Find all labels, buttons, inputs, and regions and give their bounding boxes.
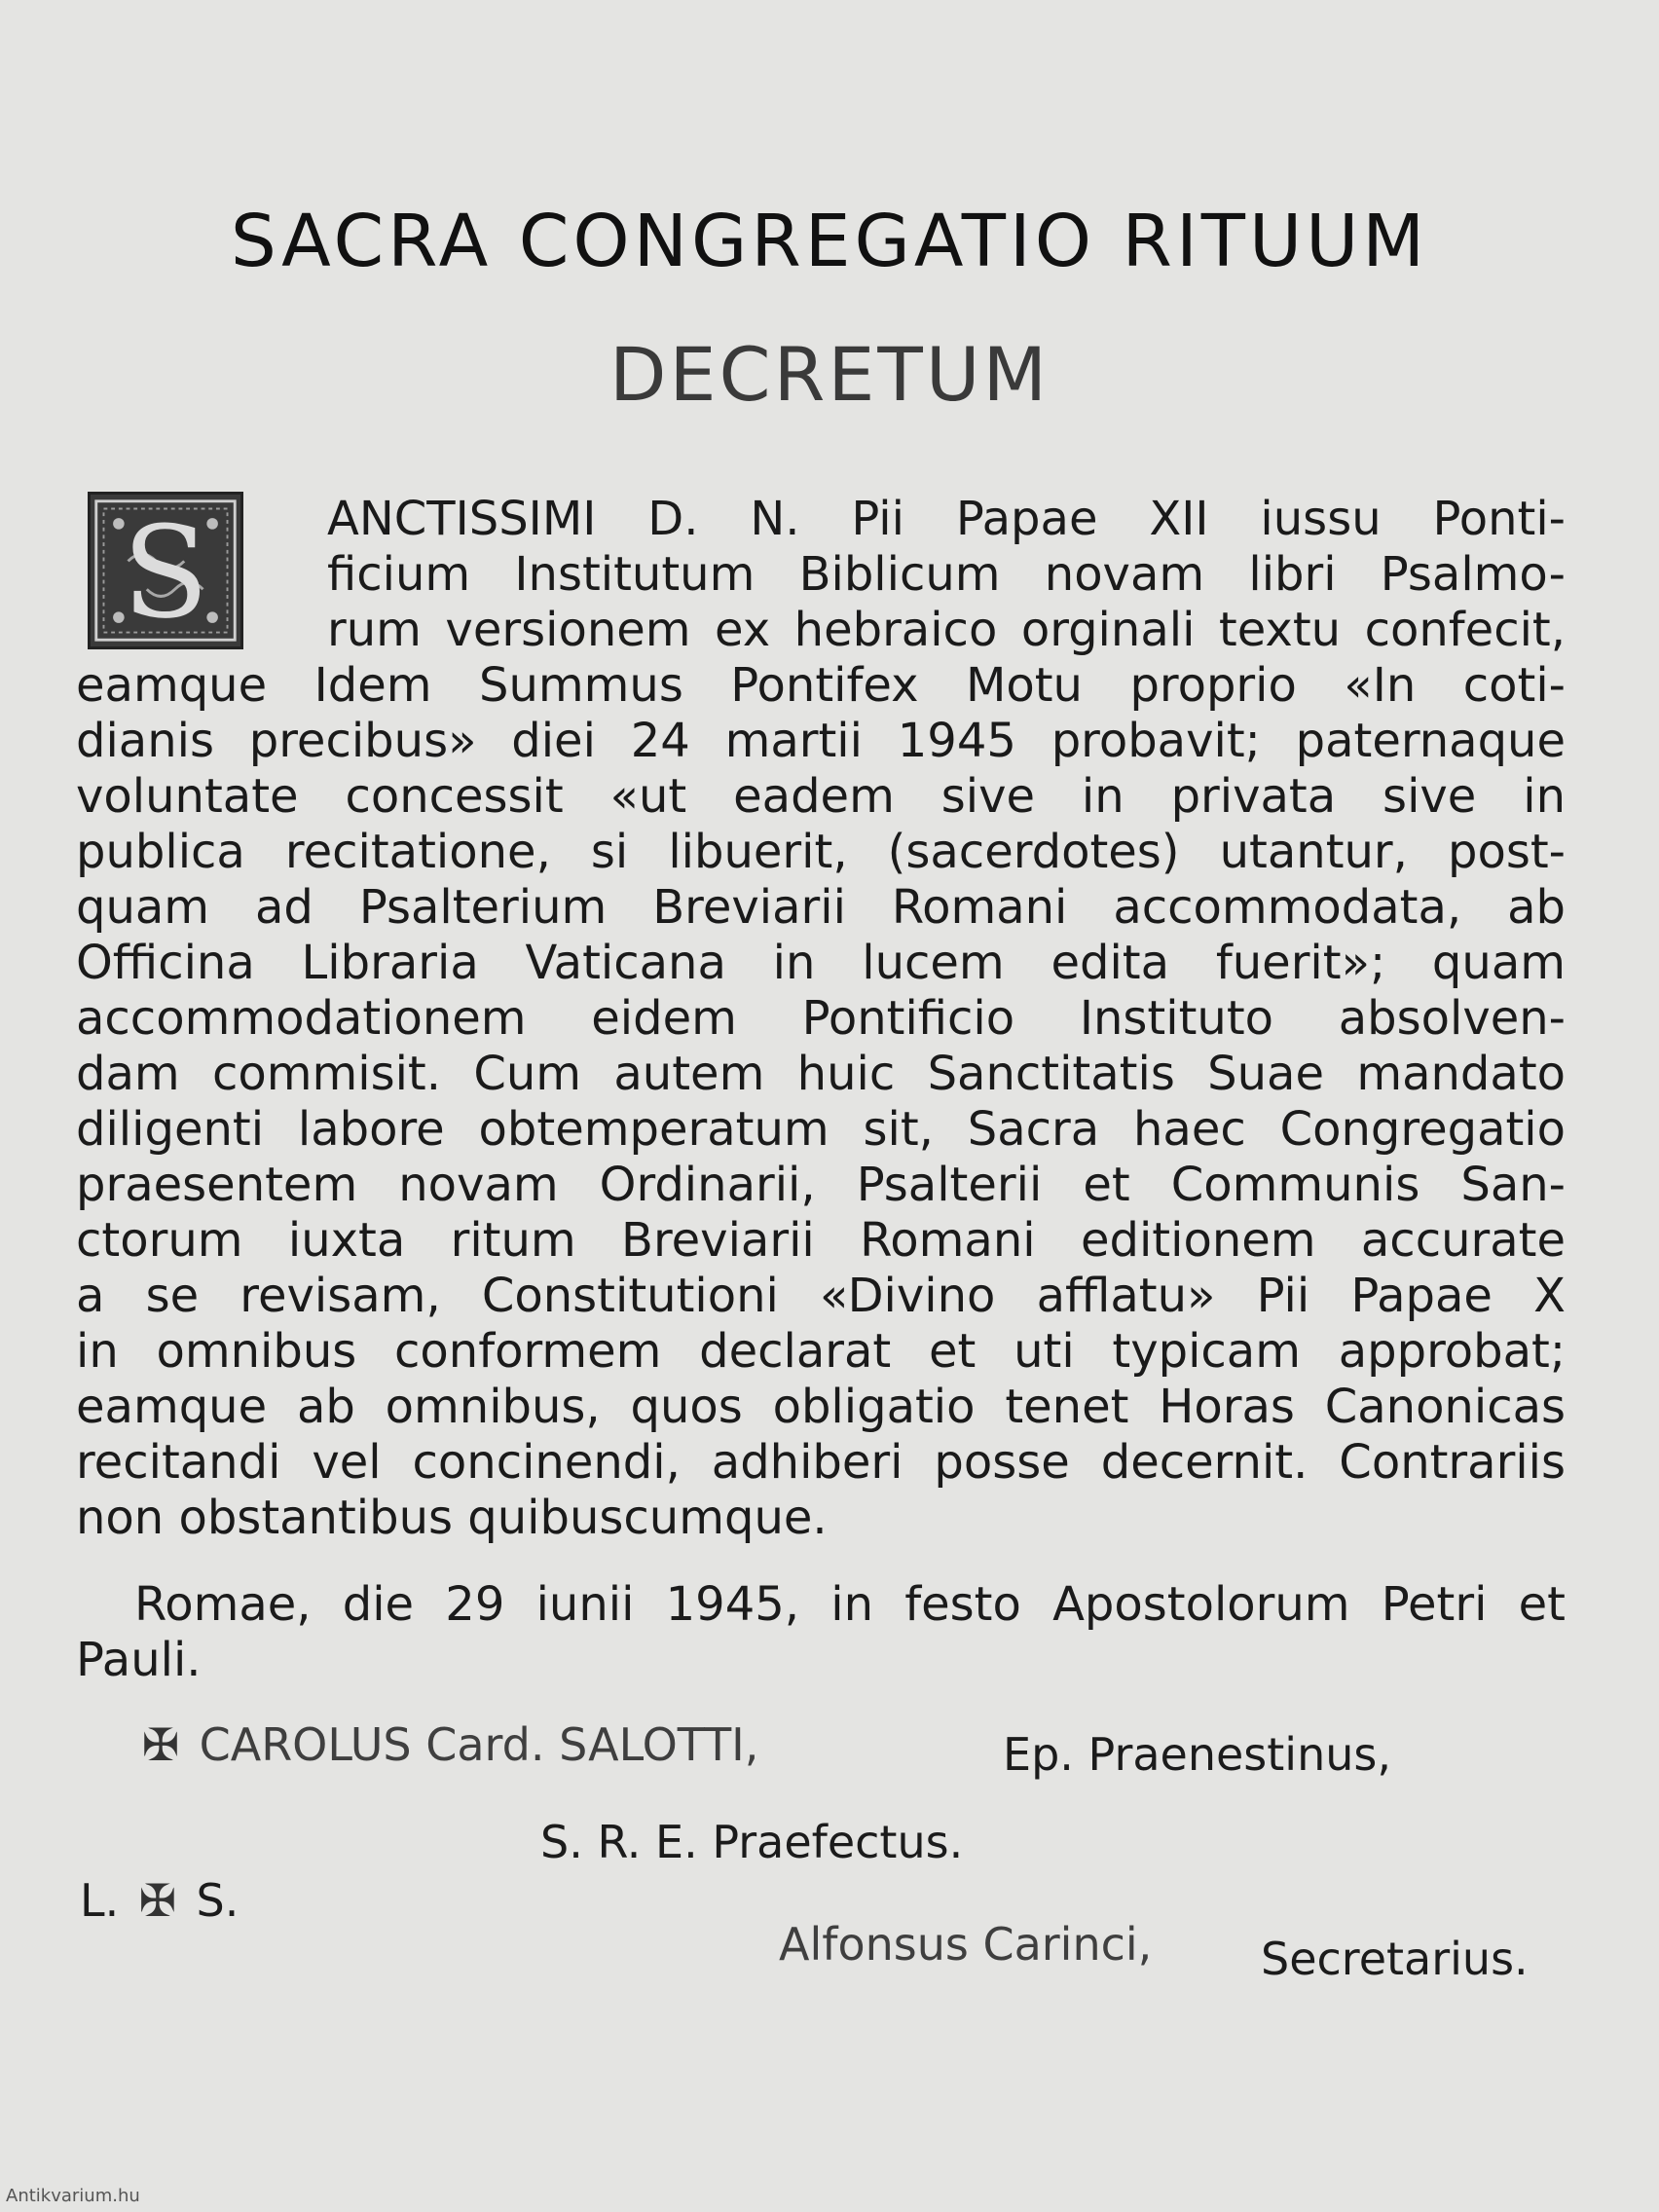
secretary-title: Secretarius. <box>1261 1933 1529 1985</box>
body-line: eamque Idem Summus Pontifex Motu proprio «In coti- <box>76 658 1566 713</box>
body-line: eamque ab omnibus, quos obligatio tenet Horas Canonicas <box>76 1380 1566 1434</box>
dateline-line: Romae, die 29 iunii 1945, in festo Apostolorum Petri et <box>134 1577 1566 1632</box>
seal-mark <box>80 1874 239 1927</box>
body-line: ficium Institutum Biblicum novam libri Psalmo- <box>327 547 1566 602</box>
body-line: diligenti labore obtemperatum sit, Sacra haec Congregatio <box>76 1102 1566 1157</box>
body-line: dam commisit. Cum autem huic Sanctitatis Suae mandato <box>76 1047 1566 1101</box>
body-line: ctorum iuxta ritum Breviarii Romani editionem accurate <box>76 1213 1566 1268</box>
body-line: praesentem novam Ordinarii, Psalterii et Communis San- <box>76 1158 1566 1212</box>
body-line: non obstantibus quibuscumque. <box>76 1491 828 1545</box>
body-line: ANCTISSIMI D. N. Pii Papae XII iussu Ponti- <box>327 492 1566 546</box>
initial-letter: S <box>122 498 209 646</box>
page-subtitle: DECRETUM <box>608 331 1051 418</box>
body-line: dianis precibus» diei 24 martii 1945 probavit; paternaque <box>76 714 1566 768</box>
seal-left: L. <box>80 1874 120 1927</box>
dateline <box>76 1577 1566 1688</box>
decree-body <box>76 492 1566 1546</box>
prefect-title: Ep. Praenestinus, <box>1003 1728 1391 1781</box>
body-line: rum versionem ex hebraico orginali textu confecit, <box>327 603 1566 657</box>
cross-icon: ✠ <box>141 1718 180 1771</box>
cross-icon: ✠ <box>138 1874 177 1927</box>
page-title: SACRA CONGREGATIO RITUUM <box>230 200 1429 283</box>
body-line: quam ad Psalterium Breviarii Romani accommodata, ab <box>76 880 1566 935</box>
body-line: recitandi vel concinendi, adhiberi posse decernit. Contrariis <box>76 1435 1566 1490</box>
body-line: in omnibus conformem declarat et uti typicam approbat; <box>76 1324 1566 1379</box>
body-line: voluntate concessit «ut eadem sive in privata sive in <box>76 769 1566 824</box>
watermark: Antikvarium.hu <box>6 2186 140 2206</box>
dateline-line: Pauli. <box>76 1633 202 1687</box>
prefect-signature <box>136 1718 758 1771</box>
prefect-office: S. R. E. Praefectus. <box>540 1816 964 1868</box>
body-line: accommodationem eidem Pontificio Instituto absolven- <box>76 991 1566 1046</box>
body-line: publica recitatione, si libuerit, (sacerdotes) utantur, post- <box>76 825 1566 879</box>
prefect-name: CAROLUS Card. SALOTTI, <box>199 1718 759 1771</box>
seal-right: S. <box>196 1874 240 1927</box>
body-line: Officina Libraria Vaticana in lucem edita fuerit»; quam <box>76 936 1566 990</box>
secretary-name: Alfonsus Carinci, <box>779 1918 1153 1971</box>
body-line: a se revisam, Constitutioni «Divino afflatu» Pii Papae X <box>76 1269 1566 1323</box>
